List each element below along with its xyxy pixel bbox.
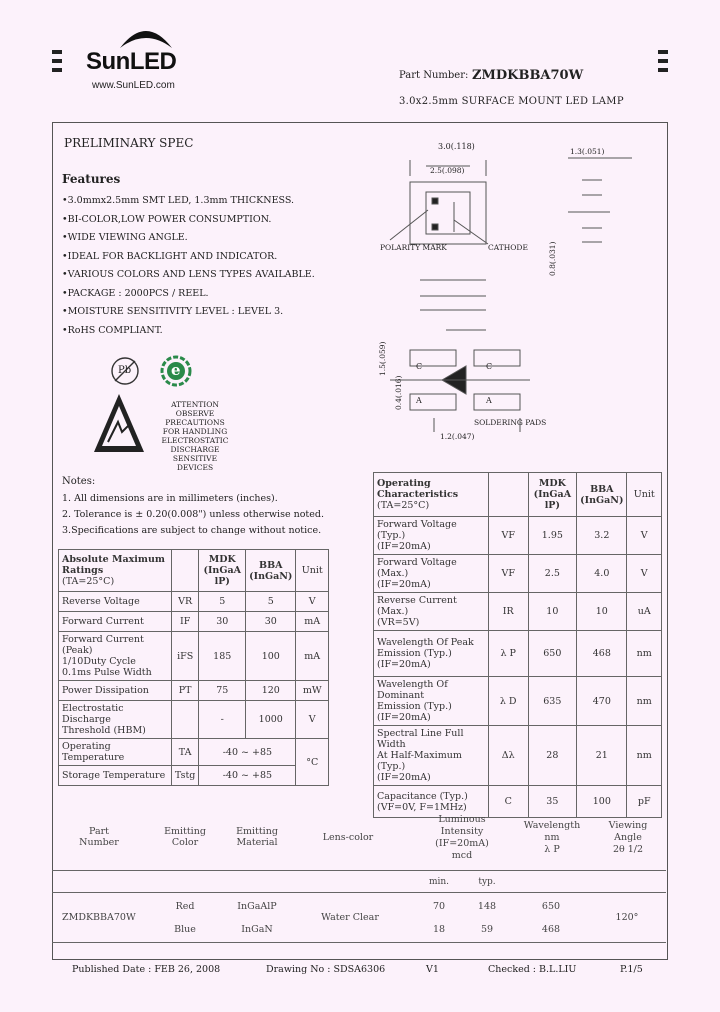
sel-row-typ: 59 [480, 924, 494, 935]
selection-guide [52, 812, 666, 958]
esd-warning-icon [92, 392, 146, 456]
table-row: Forward Current (Peak) 1/10Duty Cycle 0.1ms Pulse Width iFS 185 100 mA [59, 632, 329, 681]
sel-header-color: Emitting Color [164, 826, 206, 848]
soldering-pads-label: SOLDERING PADS [474, 418, 547, 427]
table-row: Forward Voltage (Max.) (IF=20mA) VF 2.5 4.0 V [374, 555, 662, 593]
operating-characteristics-table [373, 472, 662, 818]
oc-header-unit: Unit [627, 473, 662, 517]
sel-header-typ: typ. [478, 877, 496, 887]
published-date: Published Date : FEB 26, 2008 [72, 964, 221, 975]
table-row: Spectral Line Full Width At Half-Maximum (Typ.) (IF=20mA) Δλ 28 21 nm [374, 726, 662, 786]
website: www.SunLED.com [92, 80, 175, 91]
sel-lens: Water Clear [321, 912, 379, 923]
sel-row-material: InGaN [241, 924, 273, 935]
package-dimension-drawing [370, 140, 660, 445]
feature-item: •3.0mmx2.5mm SMT LED, 1.3mm THICKNESS. [62, 195, 295, 206]
table-row: Reverse Voltage VR 5 5 V [59, 592, 329, 612]
oc-header-bba: BBA (InGaN) [577, 473, 627, 517]
pin-a2: A [486, 396, 492, 405]
brand-logo: SunLED [86, 48, 177, 75]
table-row: Operating Temperature TA -40 ~ +85 °C [59, 739, 329, 766]
sel-row-color: Red [175, 901, 195, 912]
sel-header-wavelength: Wavelength nm λ P [523, 820, 581, 855]
sel-header-part: Part Number [79, 826, 119, 848]
dim-vert2-label: 0.4(.016) [394, 375, 403, 410]
sel-angle: 120° [615, 912, 639, 923]
sel-row-wl: 468 [541, 924, 561, 935]
absolute-max-ratings-table [58, 549, 329, 786]
checked-by: Checked : B.L.LIU [488, 964, 577, 975]
table-row: Power Dissipation PT 75 120 mW [59, 681, 329, 701]
drawing-number: Drawing No : SDSA6306 [266, 964, 386, 975]
dim-side-label: 2.5(.098) [430, 166, 465, 175]
dim-pad-label: 0.8(.031) [548, 241, 557, 276]
sel-row-typ: 148 [477, 901, 497, 912]
sel-row-min: 70 [432, 901, 446, 912]
pad-dim-label: 1.2(.047) [440, 432, 475, 441]
sel-header-angle: Viewing Angle 2θ 1/2 [608, 820, 648, 855]
feature-item: •RoHS COMPLIANT. [62, 324, 163, 336]
amr-header-param: Absolute Maximum Ratings (TA=25°C) [59, 550, 172, 592]
temp-unit: °C [296, 739, 329, 786]
feature-item: •VARIOUS COLORS AND LENS TYPES AVAILABLE. [62, 269, 315, 280]
table-row: Forward Current IF 30 30 mA [59, 612, 329, 632]
features-list [62, 195, 315, 343]
table-row: Forward Voltage (Typ.) (IF=20mA) VF 1.95 3.2 V [374, 517, 662, 555]
page-number: P.1/5 [620, 964, 643, 975]
pb-free-icon: Pb [110, 356, 140, 386]
sel-row-wl: 650 [541, 901, 561, 912]
features-title: Features [62, 172, 121, 186]
dim-vert1-label: 1.5(.059) [378, 341, 387, 376]
sel-header-min: min. [428, 877, 450, 887]
spec-title: PRELIMINARY SPEC [64, 136, 194, 150]
amr-header-bba: BBA (InGaN) [246, 550, 296, 592]
feature-item: •IDEAL FOR BACKLIGHT AND INDICATOR. [62, 250, 278, 262]
sel-row-min: 18 [432, 924, 446, 935]
oc-header-param: Operating Characteristics (TA=25°C) [374, 473, 489, 517]
sel-header-material: Emitting Material [236, 826, 278, 848]
sel-header-lens: Lens-color [322, 832, 374, 843]
cathode-label: CATHODE [488, 243, 528, 252]
feature-item: •BI-COLOR,LOW POWER CONSUMPTION. [62, 213, 272, 225]
table-row: Capacitance (Typ.) (VF=0V, F=1MHz) C 35 100 pF [374, 786, 662, 818]
part-number-label: Part Number: [399, 70, 469, 81]
product-subtitle: 3.0x2.5mm SURFACE MOUNT LED LAMP [399, 96, 624, 107]
sel-part-number: ZMDKBBA70W [62, 912, 136, 923]
feature-item: •WIDE VIEWING ANGLE. [62, 232, 188, 243]
table-row: Storage Temperature Tstg -40 ~ +85 [59, 766, 329, 786]
amr-header-mdk: MDK (InGaA lP) [199, 550, 246, 592]
table-row: Electrostatic Discharge Threshold (HBM) - 1000 V [59, 701, 329, 739]
dim-top-label: 3.0(.118) [438, 142, 475, 151]
sel-row-material: InGaAlP [237, 901, 277, 912]
note-item: 3.Specifications are subject to change without notice. [62, 525, 322, 536]
sel-header-intensity: Luminous Intensity (IF=20mA) mcd [435, 814, 489, 861]
pin-c2: C [486, 362, 493, 371]
note-item: 2. Tolerance is ± 0.20(0.008") unless otherwise noted. [62, 509, 324, 520]
amr-header-unit: Unit [296, 550, 329, 592]
dim-right-label: 1.3(.051) [570, 147, 605, 156]
feature-item: •MOISTURE SENSITIVITY LEVEL : LEVEL 3. [62, 306, 284, 317]
oc-header-mdk: MDK (InGaA lP) [528, 473, 577, 517]
pin-c1: C [416, 362, 423, 371]
pin-a1: A [416, 396, 422, 405]
sel-row-color: Blue [174, 924, 196, 935]
table-row: Wavelength Of Peak Emission (Typ.) (IF=20mA) λ P 650 468 nm [374, 631, 662, 677]
notes-title: Notes: [62, 476, 96, 487]
feature-item: •PACKAGE : 2000PCS / REEL. [62, 287, 209, 299]
esd-notice: ATTENTION OBSERVE PRECAUTIONS FOR HANDLING ELECTROSTATIC DISCHARGE SENSITIVE DEVICES [161, 400, 229, 472]
table-row: Reverse Current (Max.) (VR=5V) IR 10 10 uA [374, 593, 662, 631]
polarity-mark-label: POLARITY MARK [380, 243, 447, 252]
sun-arc-logo [118, 22, 174, 50]
note-item: 1. All dimensions are in millimeters (inches). [62, 493, 278, 504]
part-number: ZMDKBBA70W [472, 68, 584, 83]
eco-rohs-icon: e [160, 355, 192, 387]
version: V1 [426, 964, 439, 975]
table-row: Wavelength Of Dominant Emission (Typ.) (IF=20mA) λ D 635 470 nm [374, 677, 662, 726]
